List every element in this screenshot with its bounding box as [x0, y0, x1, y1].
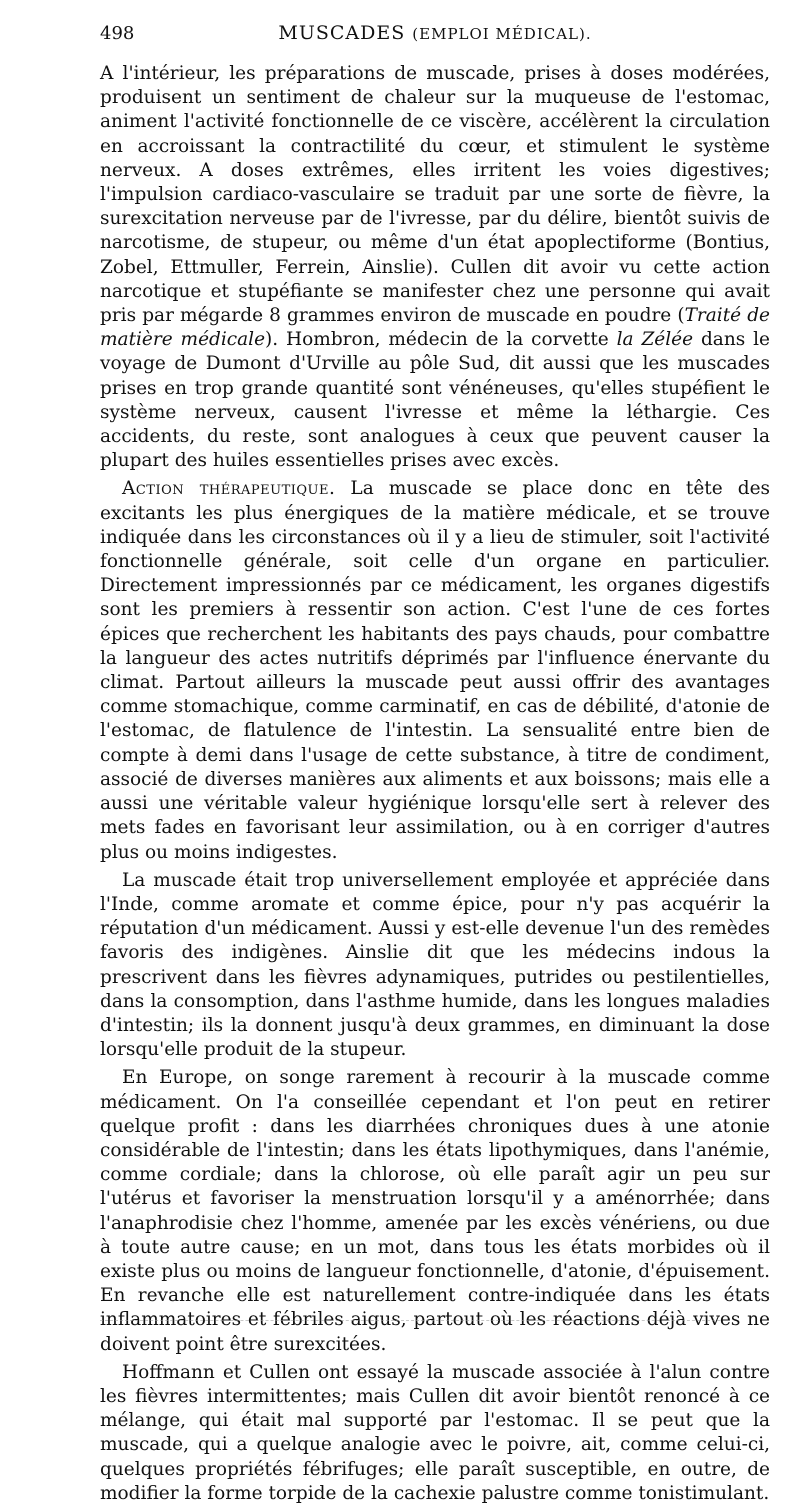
- running-title: [160, 22, 770, 44]
- italic-text: Traité de matière médicale: [100, 305, 770, 351]
- paragraph: [100, 1361, 770, 1506]
- text-run: ). Hombron, médecin de la corvette: [265, 329, 617, 351]
- page-number: 498: [100, 23, 135, 44]
- text-run: La muscade se place donc en tête des excitants les plus énergiques de la matière médicale, et se trouve indiquée dans les circonstances où il y a lieu de stimuler, soit l'activité fonctionnelle générale, soit celle d'un organe en particulier. Directement impressionnés par ce médicament, les organes digestifs sont les premiers à ressentir son action. C'est l'une de ces fortes épices que recherchent les habitants des pays chauds, pour combattre la langueur des actes nutritifs déprimés par l'influence énervante du climat. Partout ailleurs la muscade peut aussi offrir des avantages comme stomachique, comme carminatif, en cas de débilité, d'atonie de l'estomac, de flatulence de l'intestin. La sensualité entre bien de compte à demi dans l'usage de cette substance, à titre de condiment, associé de diverses manières aux aliments et aux boissons; mais elle a aussi une véritable valeur hygiénique lorsqu'elle sert à relever des mets fades en favorisant leur assimilation, ou à en corriger d'autres plus ou moins indigestes.: [100, 478, 771, 863]
- paragraph: [100, 62, 770, 473]
- text-run: A l'intérieur, les préparations de muscade, prises à doses modérées, produisent un sentiment de chaleur sur la muqueuse de l'estomac, animent l'activité fonctionnelle de ce viscère, accélèrent la circulation en accroissant la contractilité du cœur, et stimulent le système nerveux. A doses extrêmes, elles irritent les voies digestives; l'impulsion cardiaco-vasculaire se traduit par une sorte de fièvre, la surexcitation nerveuse par de l'ivresse, par du délire, bientôt suivis de narcotisme, de stupeur, ou même d'un état apoplectiforme (Bontius, Zobel, Ettmuller, Ferrein, Ainslie). Cullen dit avoir vu cette action narcotique et stupéfiante se manifester chez une personne qui avait pris par mégarde 8 grammes environ de muscade en poudre (: [100, 63, 770, 327]
- body-text: [100, 62, 770, 1506]
- text-run: En Europe, on songe rarement à recourir à la muscade comme médicament. On l'a conseillée cependant et l'on peut en retirer quelque profit : dans les diarrhées chroniques dues à une atonie considérable de l'intestin; dans les états lipothymiques, dans l'anémie, comme cordiale; dans la chlorose, où elle paraît agir un peu sur l'utérus et favoriser la menstruation lorsqu'il y a aménorrhée; dans l'anaphrodisie chez l'homme, amenée par les excès vénériens, ou due à toute autre cause; en un mot, dans tous les états morbides où il existe plus ou moins de langueur fonctionnelle, d'atonie, d'épuisement. En revanche elle est naturellement contre-indiquée dans les états inflammatoires et fébriles aigus, partout où les réactions déjà vives ne doivent point être surexcitées.: [100, 1067, 770, 1355]
- text-run: dans le voyage de Dumont d'Urville au pôle Sud, dit aussi que les muscades prises en trop grande quantité sont vénéneuses, qu'elles stupéfient le système nerveux, causent l'ivresse et même la léthargie. Ces accidents, du reste, sont analogues à ceux que peuvent causer la plupart des huiles essentielles prises avec excès.: [100, 329, 770, 472]
- bottom-rule: [100, 1320, 720, 1321]
- running-title-sub: (EMPLOI MÉDICAL).: [412, 25, 592, 43]
- paragraph: [100, 869, 770, 1063]
- text-run: La muscade était trop universellement employée et appréciée dans l'Inde, comme aromate et comme épice, pour n'y pas acquérir la réputation d'un médicament. Aussi y est-elle devenue l'un des remèdes favoris des indigènes. Ainslie dit que les médecins indous la prescrivent dans les fièvres adynamiques, putrides ou pestilentielles, dans la consomption, dans l'asthme humide, dans les longues maladies d'intestin; ils la donnent jusqu'à deux grammes, en diminuant la dose lorsqu'elle produit de la stupeur.: [100, 869, 770, 1061]
- text-run: Hoffmann et Cullen ont essayé la muscade associée à l'alun contre les fièvres intermittentes; mais Cullen dit avoir bientôt renoncé à ce mélange, qui était mal supporté par l'estomac. Il se peut que la muscade, qui a quelque analogie avec le poivre, ait, comme celui-ci, quelques propriétés fébrifuges; elle paraît susceptible, en outre, de modifier la forme torpide de la cachexie palustre comme tonistimulant.: [100, 1361, 770, 1504]
- page: [100, 22, 770, 1510]
- paragraph: [100, 1066, 770, 1356]
- running-header: [100, 22, 770, 52]
- running-title-main: MUSCADES: [278, 22, 406, 44]
- section-label: Action thérapeutique.: [122, 478, 336, 500]
- paragraph: [100, 477, 770, 864]
- italic-text: la Zélée: [616, 329, 694, 351]
